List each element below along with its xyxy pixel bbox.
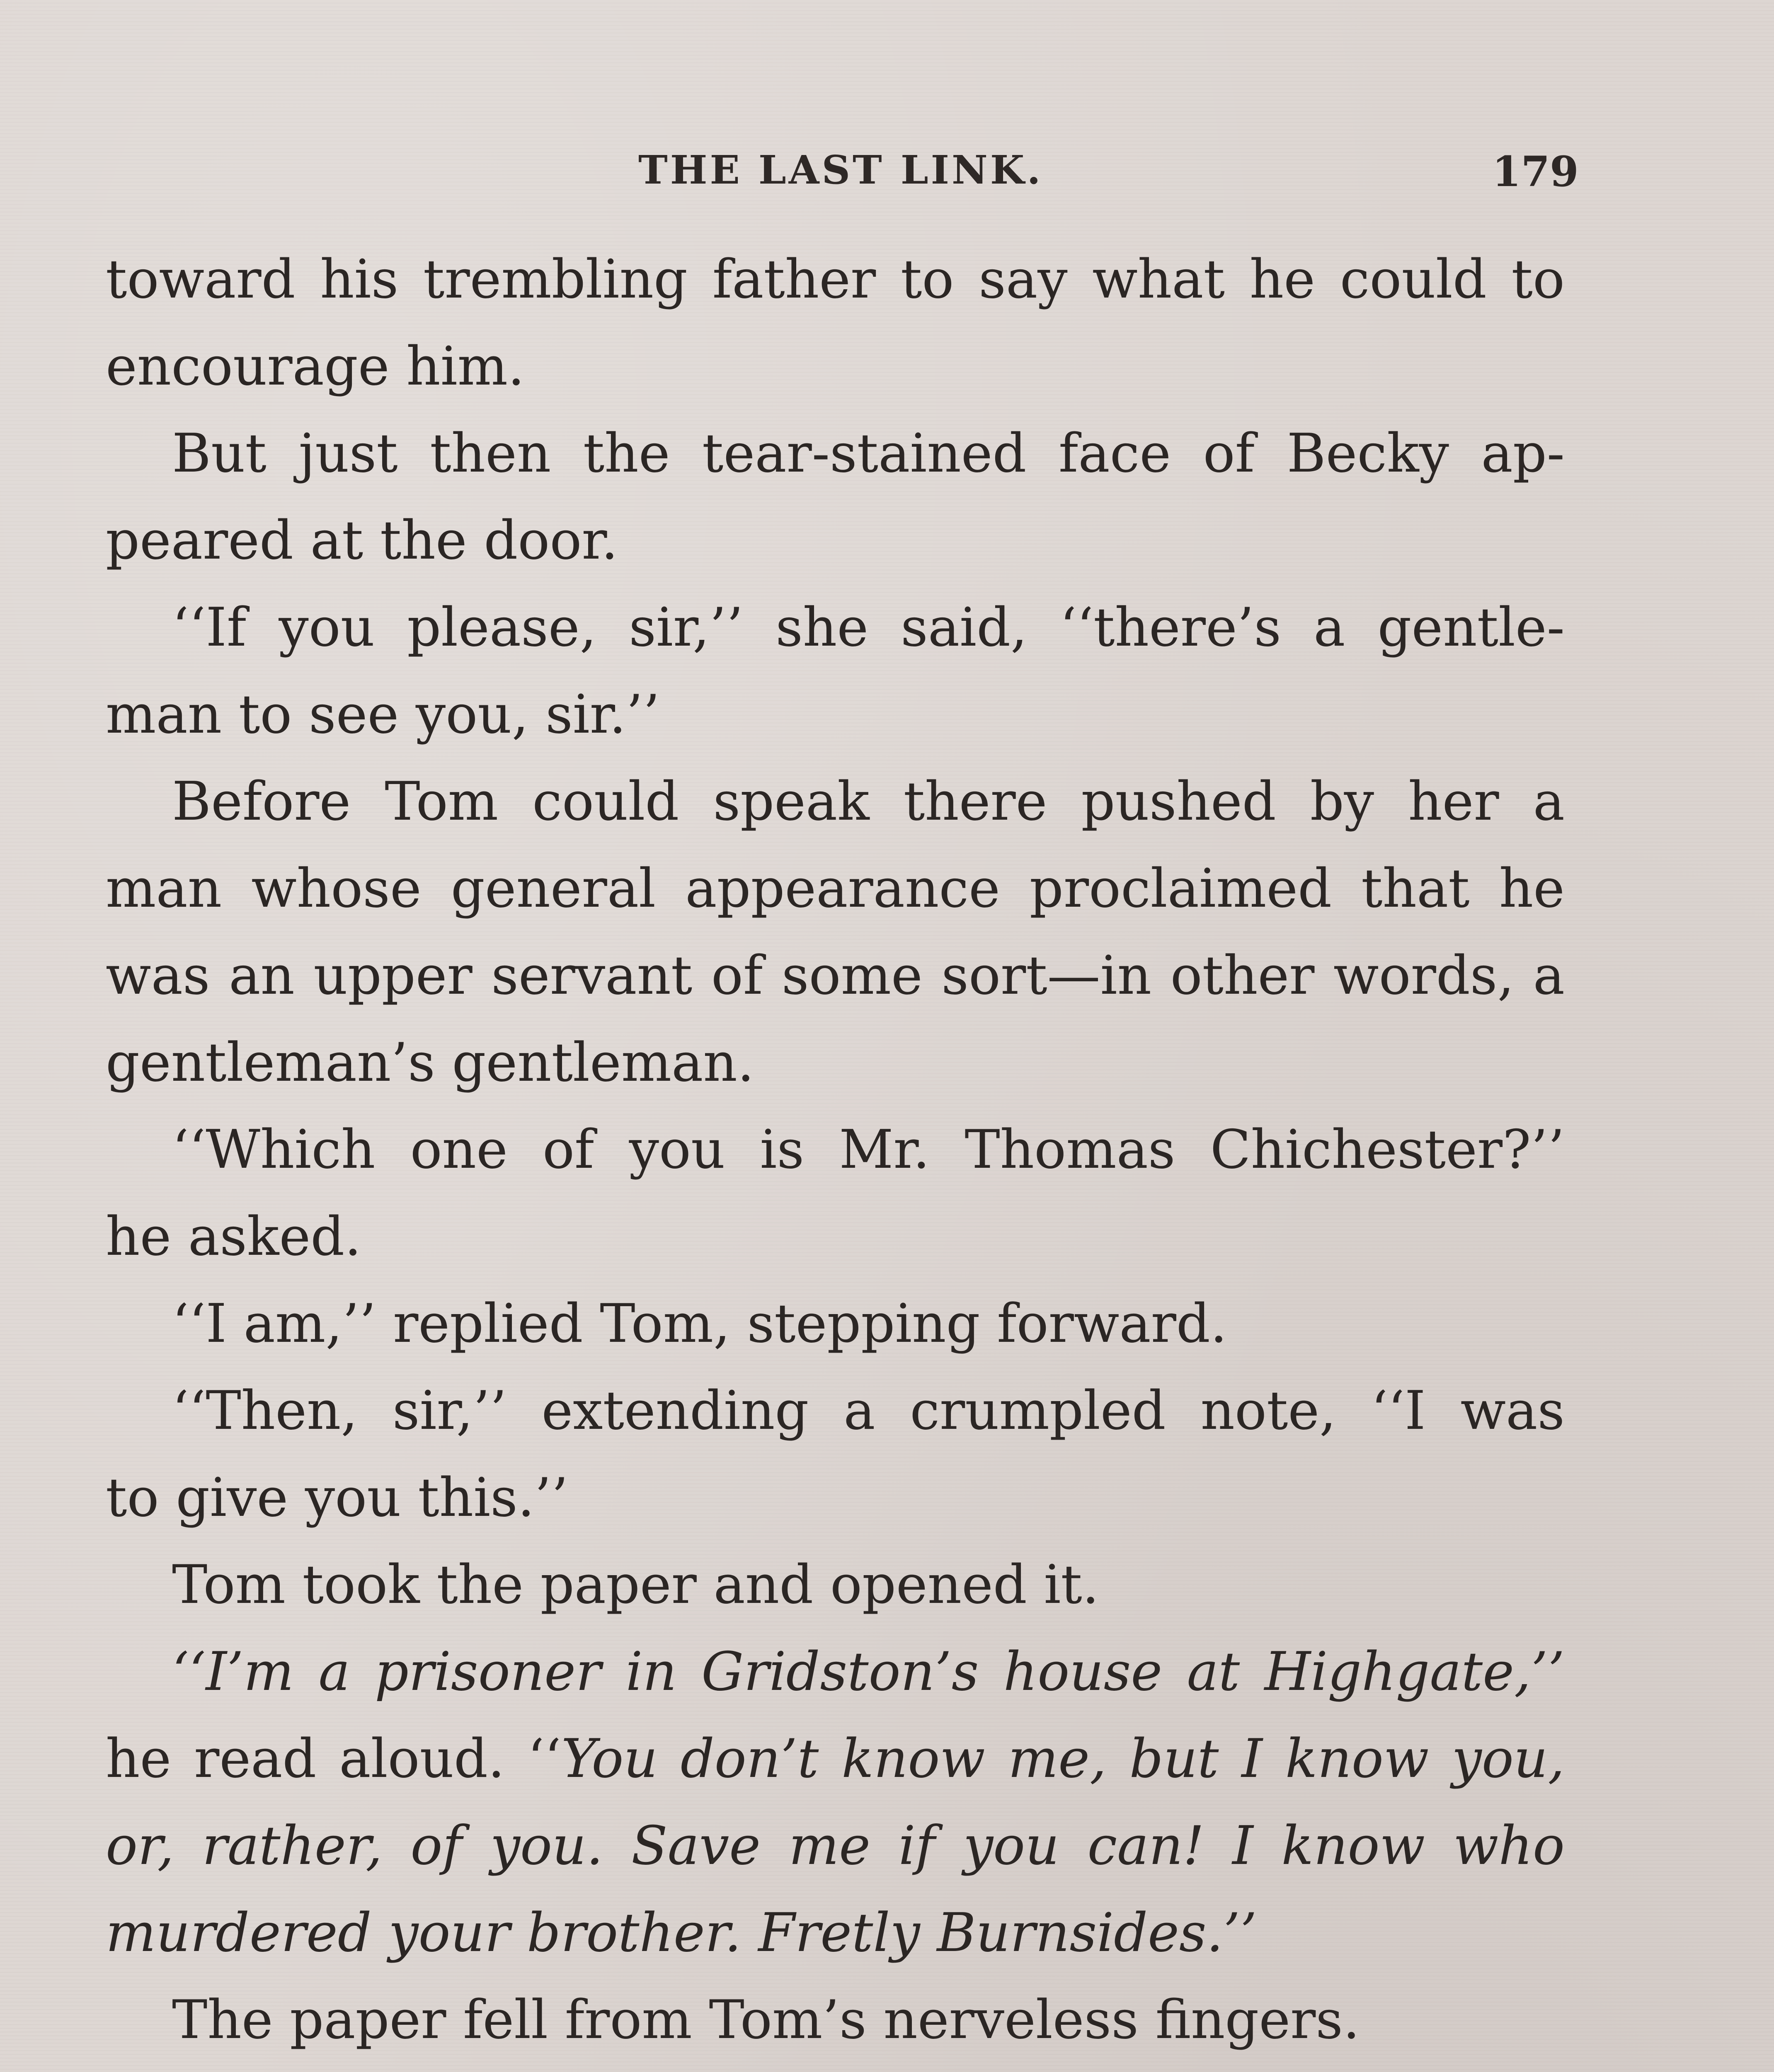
note-text-line: ‘‘I’m a prisoner in Gridston’s house at Highgate,’’ xyxy=(172,1641,1565,1703)
text-line: he asked. xyxy=(106,1206,361,1268)
page-number: 179 xyxy=(1492,147,1579,196)
text-line: man to see you, sir.’’ xyxy=(106,684,660,746)
text-line: to give you this.’’ xyxy=(106,1467,568,1529)
text-line: Tom took the paper and opened it. xyxy=(172,1554,1099,1616)
text-line: gentleman’s gentleman. xyxy=(106,1032,754,1094)
text-line: Before Tom could speak there pushed by her a xyxy=(172,771,1565,833)
text-line: toward his trembling father to say what he could to xyxy=(106,249,1565,310)
text-line: peared at the door. xyxy=(106,510,618,571)
text-line: was an upper servant of some sort—in other words, a xyxy=(106,945,1565,1007)
text-line: ‘‘Then, sir,’’ extending a crumpled note, ‘‘I was xyxy=(172,1380,1565,1442)
italic-part: You don’t know me, but I know you, xyxy=(561,1728,1565,1790)
body-text xyxy=(106,236,1565,2072)
text-line: ‘‘I am,’’ replied Tom, stepping forward. xyxy=(172,1293,1227,1355)
text-line: encourage him. xyxy=(106,336,525,397)
text-line: The paper fell from Tom’s nerveless fingers. xyxy=(172,1989,1360,2051)
note-text-line: or, rather, of you. Save me if you can! I know who xyxy=(106,1815,1565,1877)
note-text-line: murdered your brother. Fretly Burnsides.’’ xyxy=(106,1902,1257,1964)
text-line: But just then the tear-stained face of Becky ap- xyxy=(172,423,1565,484)
running-title: THE LAST LINK. xyxy=(638,147,1043,193)
plain-part: he read aloud. ‘‘ xyxy=(106,1728,561,1790)
text-line: ‘‘If you please, sir,’’ she said, ‘‘there’s a gentle- xyxy=(172,597,1565,658)
mixed-text-line xyxy=(106,1716,1565,1803)
text-line: man whose general appearance proclaimed that he xyxy=(106,858,1565,920)
text-line: ‘‘Which one of you is Mr. Thomas Chichester?’’ xyxy=(172,1119,1565,1181)
text-line xyxy=(106,2064,1565,2072)
